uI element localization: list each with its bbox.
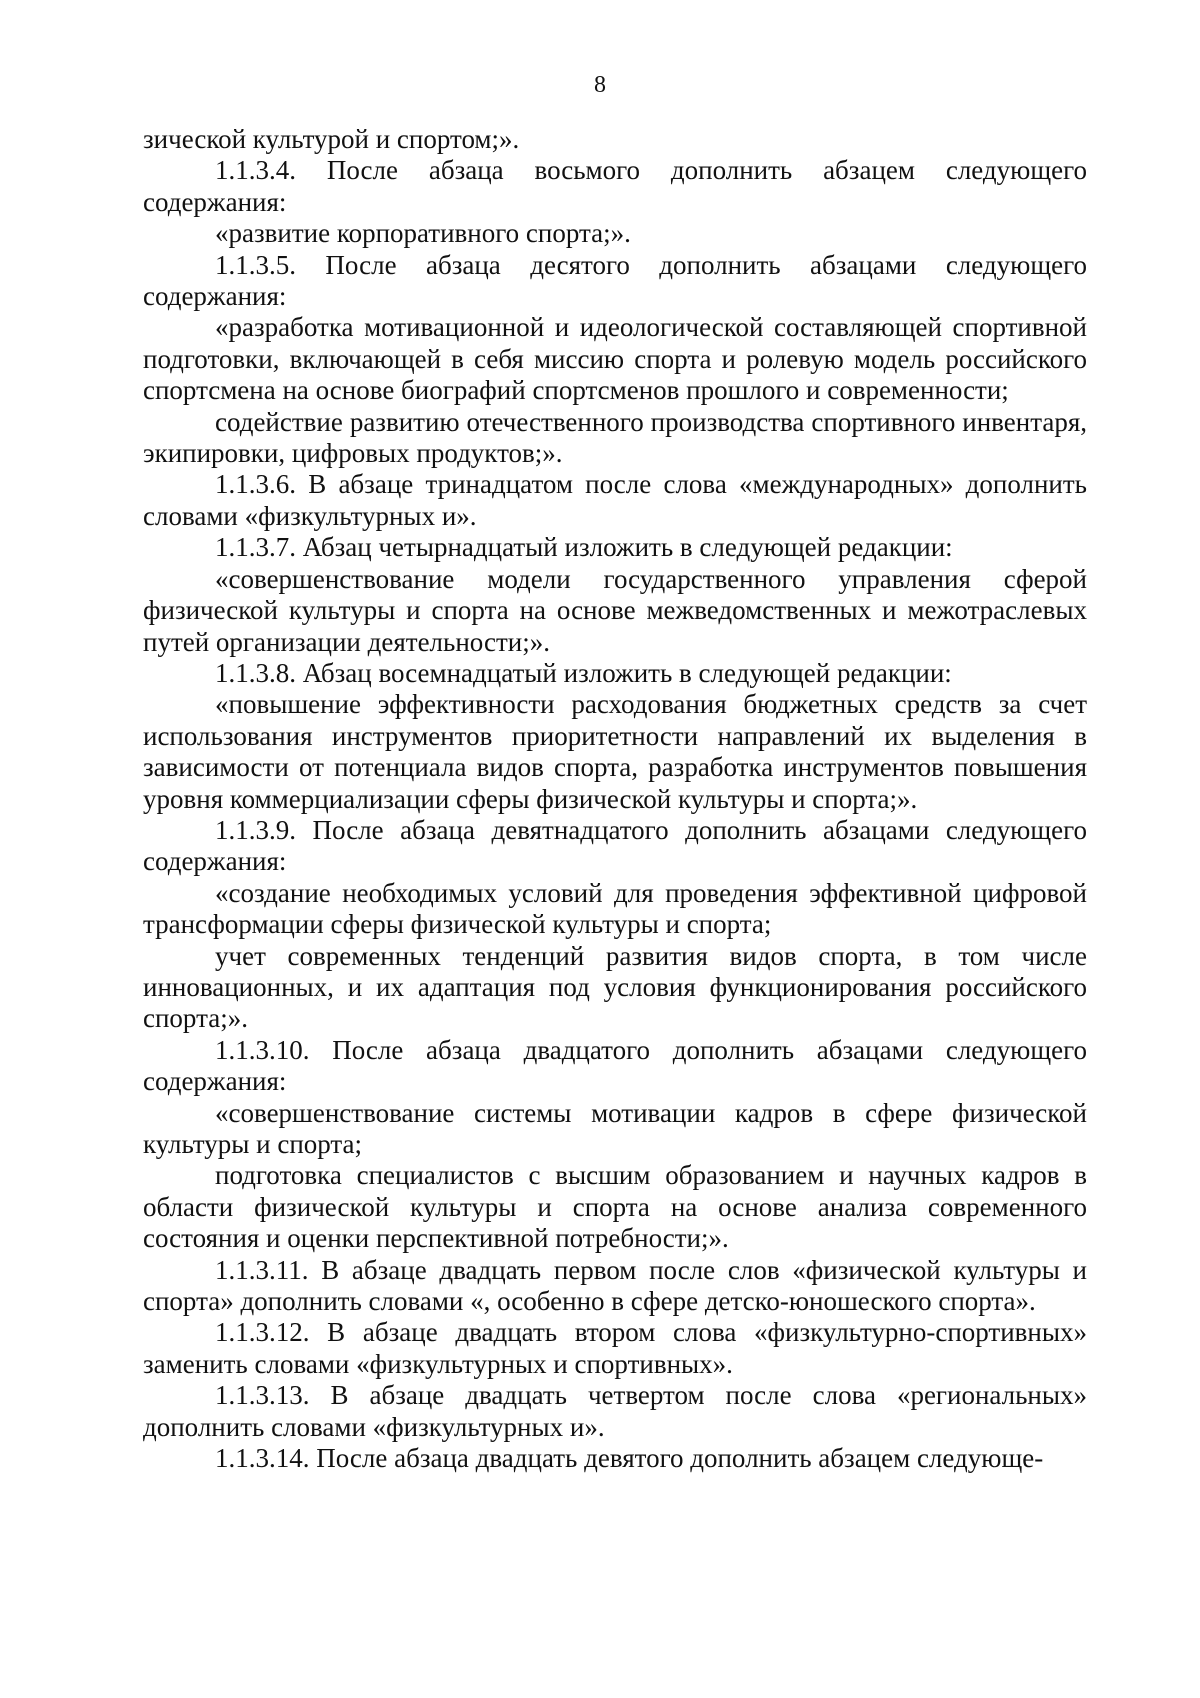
paragraph-quote: «развитие корпоративного спорта;». [215,218,631,249]
paragraph-1-1-3-12: 1.1.3.12. В абзаце двадцать втором слова «физкультурно-спортивных» заменить словами «физкультурных и спортивных». [143,1317,1087,1379]
paragraph-1-1-3-8: 1.1.3.8. Абзац восемнадцатый изложить в следующей редакции: [215,657,952,688]
paragraph-quote: «совершенствование системы мотивации кадров в сфере физической культуры и спорта; [143,1097,1087,1159]
paragraph-quote: подготовка специалистов с высшим образованием и научных кадров в области физической культуры и спорта на основе анализа современного состояния и оценки перспективной потребности;». [143,1160,1087,1254]
paragraph-1-1-3-5: 1.1.3.5. После абзаца десятого дополнить абзацами следующего содержания: [143,249,1087,312]
paragraph-1-1-3-4: 1.1.3.4. После абзаца восьмого дополнить абзацем следующего содержания: [143,155,1087,217]
paragraph-quote: «повышение эффективности расходования бюджетных средств за счет использования инструментов приоритетности направлений их выделения в зависимости от потенциала видов спорта, разработка инструментов повышения уровня коммерциализации сферы физической культуры и спорта;». [143,689,1087,814]
paragraph-quote: «совершенствование модели государственного управления сферой физической культуры и спорта на основе межведомственных и межотраслевых путей организации деятельности;». [143,563,1087,657]
paragraph-quote: «разработка мотивационной и идеологической составляющей спортивной подготовки, включающей в себя миссию спорта и ролевую модель российского спортсмена на основе биографий спортсменов прошлого и современности; [143,312,1087,406]
paragraph-quote: «создание необходимых условий для проведения эффективной цифровой трансформации сферы физической культуры и спорта; [143,877,1087,940]
paragraph-1-1-3-11: 1.1.3.11. В абзаце двадцать первом после слов «физической культуры и спорта» дополнить словами «, особенно в сфере детско-юношеского спорта». [143,1254,1087,1317]
paragraph-1-1-3-10: 1.1.3.10. После абзаца двадцатого дополнить абзацами следующего содержания: [143,1034,1087,1097]
paragraph-quote: учет современных тенденций развития видов спорта, в том числе инновационных, и их адаптация под условия функционирования российского спорта;». [143,940,1087,1034]
paragraph-1-1-3-9: 1.1.3.9. После абзаца девятнадцатого дополнить абзацами следующего содержания: [143,814,1087,877]
paragraph-1-1-3-14: 1.1.3.14. После абзаца двадцать девятого дополнить абзацем следующе- [215,1443,1044,1474]
paragraph-continuation: зической культурой и спортом;». [143,124,520,154]
document-body [143,124,1087,1474]
paragraph-1-1-3-13: 1.1.3.13. В абзаце двадцать четвертом после слова «региональных» дополнить словами «физкультурных и». [143,1380,1087,1442]
paragraph-quote: содействие развитию отечественного производства спортивного инвентаря, экипировки, цифровых продуктов;». [143,406,1087,469]
paragraph-1-1-3-7: 1.1.3.7. Абзац четырнадцатый изложить в следующей редакции: [215,532,953,563]
paragraph-1-1-3-6: 1.1.3.6. В абзаце тринадцатом после слова «международных» дополнить словами «физкультурных и». [143,469,1087,531]
page-number: 8 [594,72,606,98]
